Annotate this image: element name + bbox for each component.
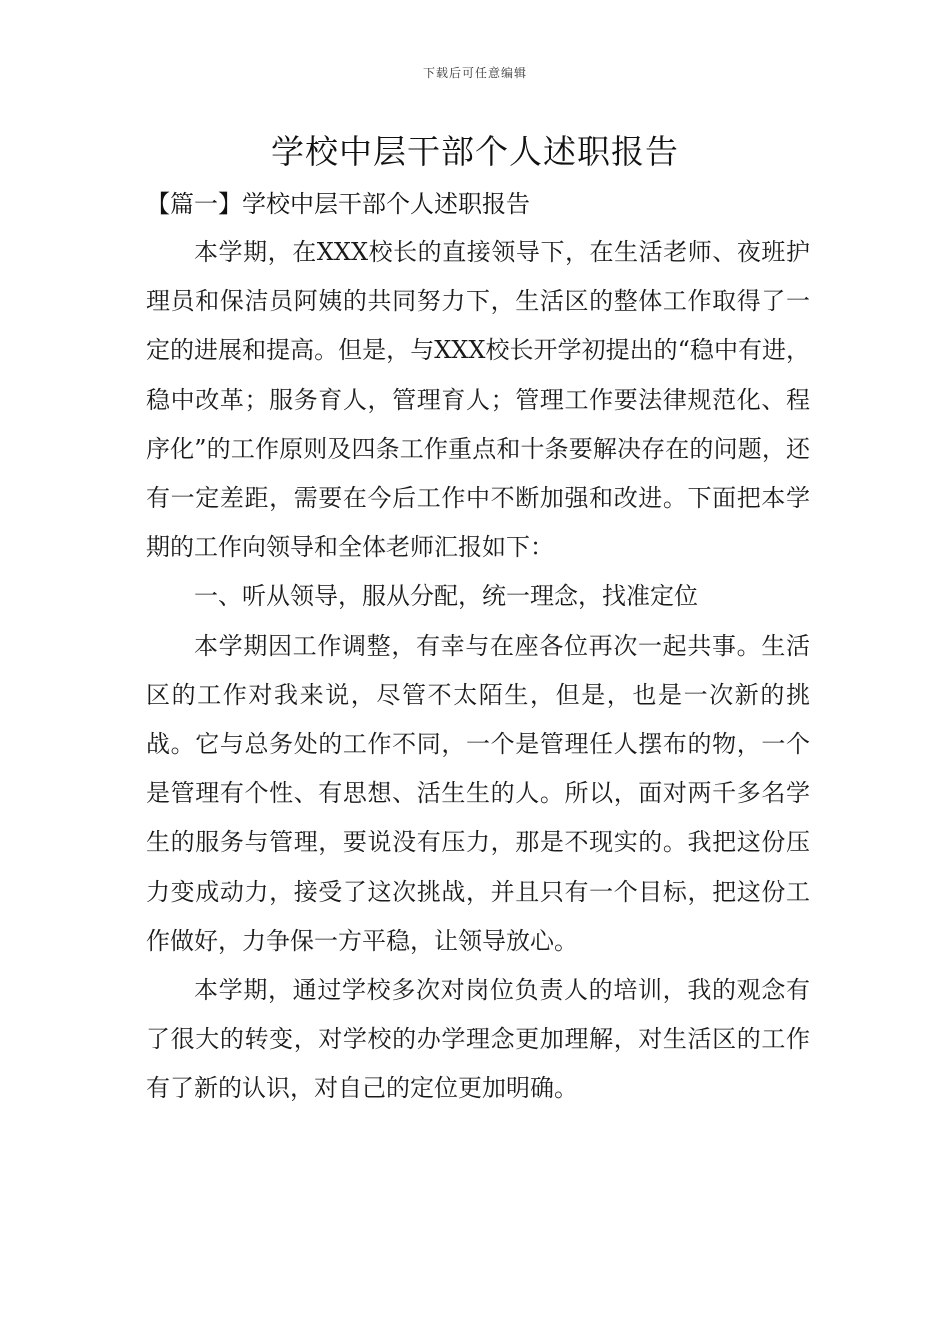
paragraph-heading-1: 一、听从领导，服从分配，统一理念，找准定位 [194,582,698,611]
document-title: 学校中层干部个人述职报告 [271,132,679,171]
section-heading: 【篇一】学校中层干部个人述职报告 [146,190,530,218]
paragraph-2: 本学期因工作调整，有幸与在座各位再次一起共事。生活区的工作对我来说，尽管不太陌生，但是，也是一次新的挑战。它与总务处的工作不同，一个是管理任人摆布的物，一个是管理有个性、有思想、活生生的人。所以，面对两千多名学生的服务与管理，要说没有压力，那是不现实的。我把这份压力变成动力，接受了这次挑战，并且只有一个目标，把这份工作做好，力争保一方平稳，让领导放心。 [146,631,810,955]
paragraph-3: 本学期，通过学校多次对岗位负责人的培训，我的观念有了很大的转变，对学校的办学理念更加理解，对生活区的工作有了新的认识，对自己的定位更加明确。 [146,976,810,1103]
document-body [146,228,810,1114]
header-note: 下载后可任意编辑 [422,66,527,80]
paragraph-intro: 本学期，在XXX校长的直接领导下，在生活老师、夜班护理员和保洁员阿姨的共同努力下，生活区的整体工作取得了一定的进展和提高。但是，与XXX校长开学初提出的“稳中有进，稳中改革；服务育人，管理育人；管理工作要法律规范化、程序化”的工作原则及四条工作重点和十条要解决存在的问题，还有一定差距，需要在今后工作中不断加强和改进。下面把本学期的工作向领导和全体老师汇报如下： [146,238,810,562]
